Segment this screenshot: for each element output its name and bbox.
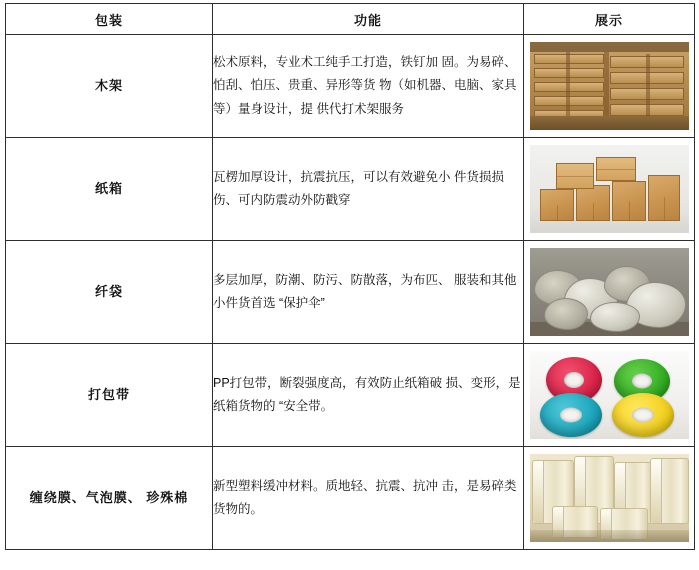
packaging-desc-crate: 松术原料，专业术工纯手工打造，铁钉加 固。为易碎、怕刮、怕压、贵重、异形等货 物（如机器、电脑、家具等）量身设计，提 供代打术架服务 [213, 35, 524, 138]
packaging-desc-carton: 瓦楞加厚设计，抗震抗压，可以有效避免小 件货损损伤、可内防震动外防戳穿 [213, 138, 524, 241]
table-row [6, 447, 695, 550]
packaging-name-woven-bag: 纤袋 [6, 241, 213, 344]
packaging-name-strapping: 打包带 [6, 344, 213, 447]
packaging-desc-strapping: PP打包带，断裂强度高，有效防止纸箱破 损、变形，是纸箱货物的 “安全带。 [213, 344, 524, 447]
packaging-name-crate: 木架 [6, 35, 213, 138]
table-row [6, 138, 695, 241]
packaging-name-stretch-film: 缠绕膜、气泡膜、 珍殊棉 [6, 447, 213, 550]
column-header-function: 功能 [213, 4, 524, 35]
packaging-name-carton: 纸箱 [6, 138, 213, 241]
packaging-image-cell-carton [524, 138, 695, 241]
table-row [6, 35, 695, 138]
woven-bag-photo [530, 248, 689, 336]
packaging-image-cell-strapping [524, 344, 695, 447]
table-row [6, 344, 695, 447]
packaging-image-cell-woven-bag [524, 241, 695, 344]
packaging-desc-stretch-film: 新型塑料缓冲材料。质地轻、抗震、抗冲 击，是易碎类货物的。 [213, 447, 524, 550]
packaging-image-cell-crate [524, 35, 695, 138]
column-header-display: 展示 [524, 4, 695, 35]
table-row [6, 241, 695, 344]
strapping-roll-photo [530, 351, 689, 439]
packaging-image-cell-stretch-film [524, 447, 695, 550]
column-header-packaging: 包装 [6, 4, 213, 35]
stretch-film-photo [530, 454, 689, 542]
packaging-table [5, 3, 695, 550]
packaging-desc-woven-bag: 多层加厚，防潮、防污、防散落，为布匹、 服装和其他小件货首选 “保护伞” [213, 241, 524, 344]
table-header-row [6, 4, 695, 35]
wooden-crate-photo [530, 42, 689, 130]
cardboard-carton-photo [530, 145, 689, 233]
